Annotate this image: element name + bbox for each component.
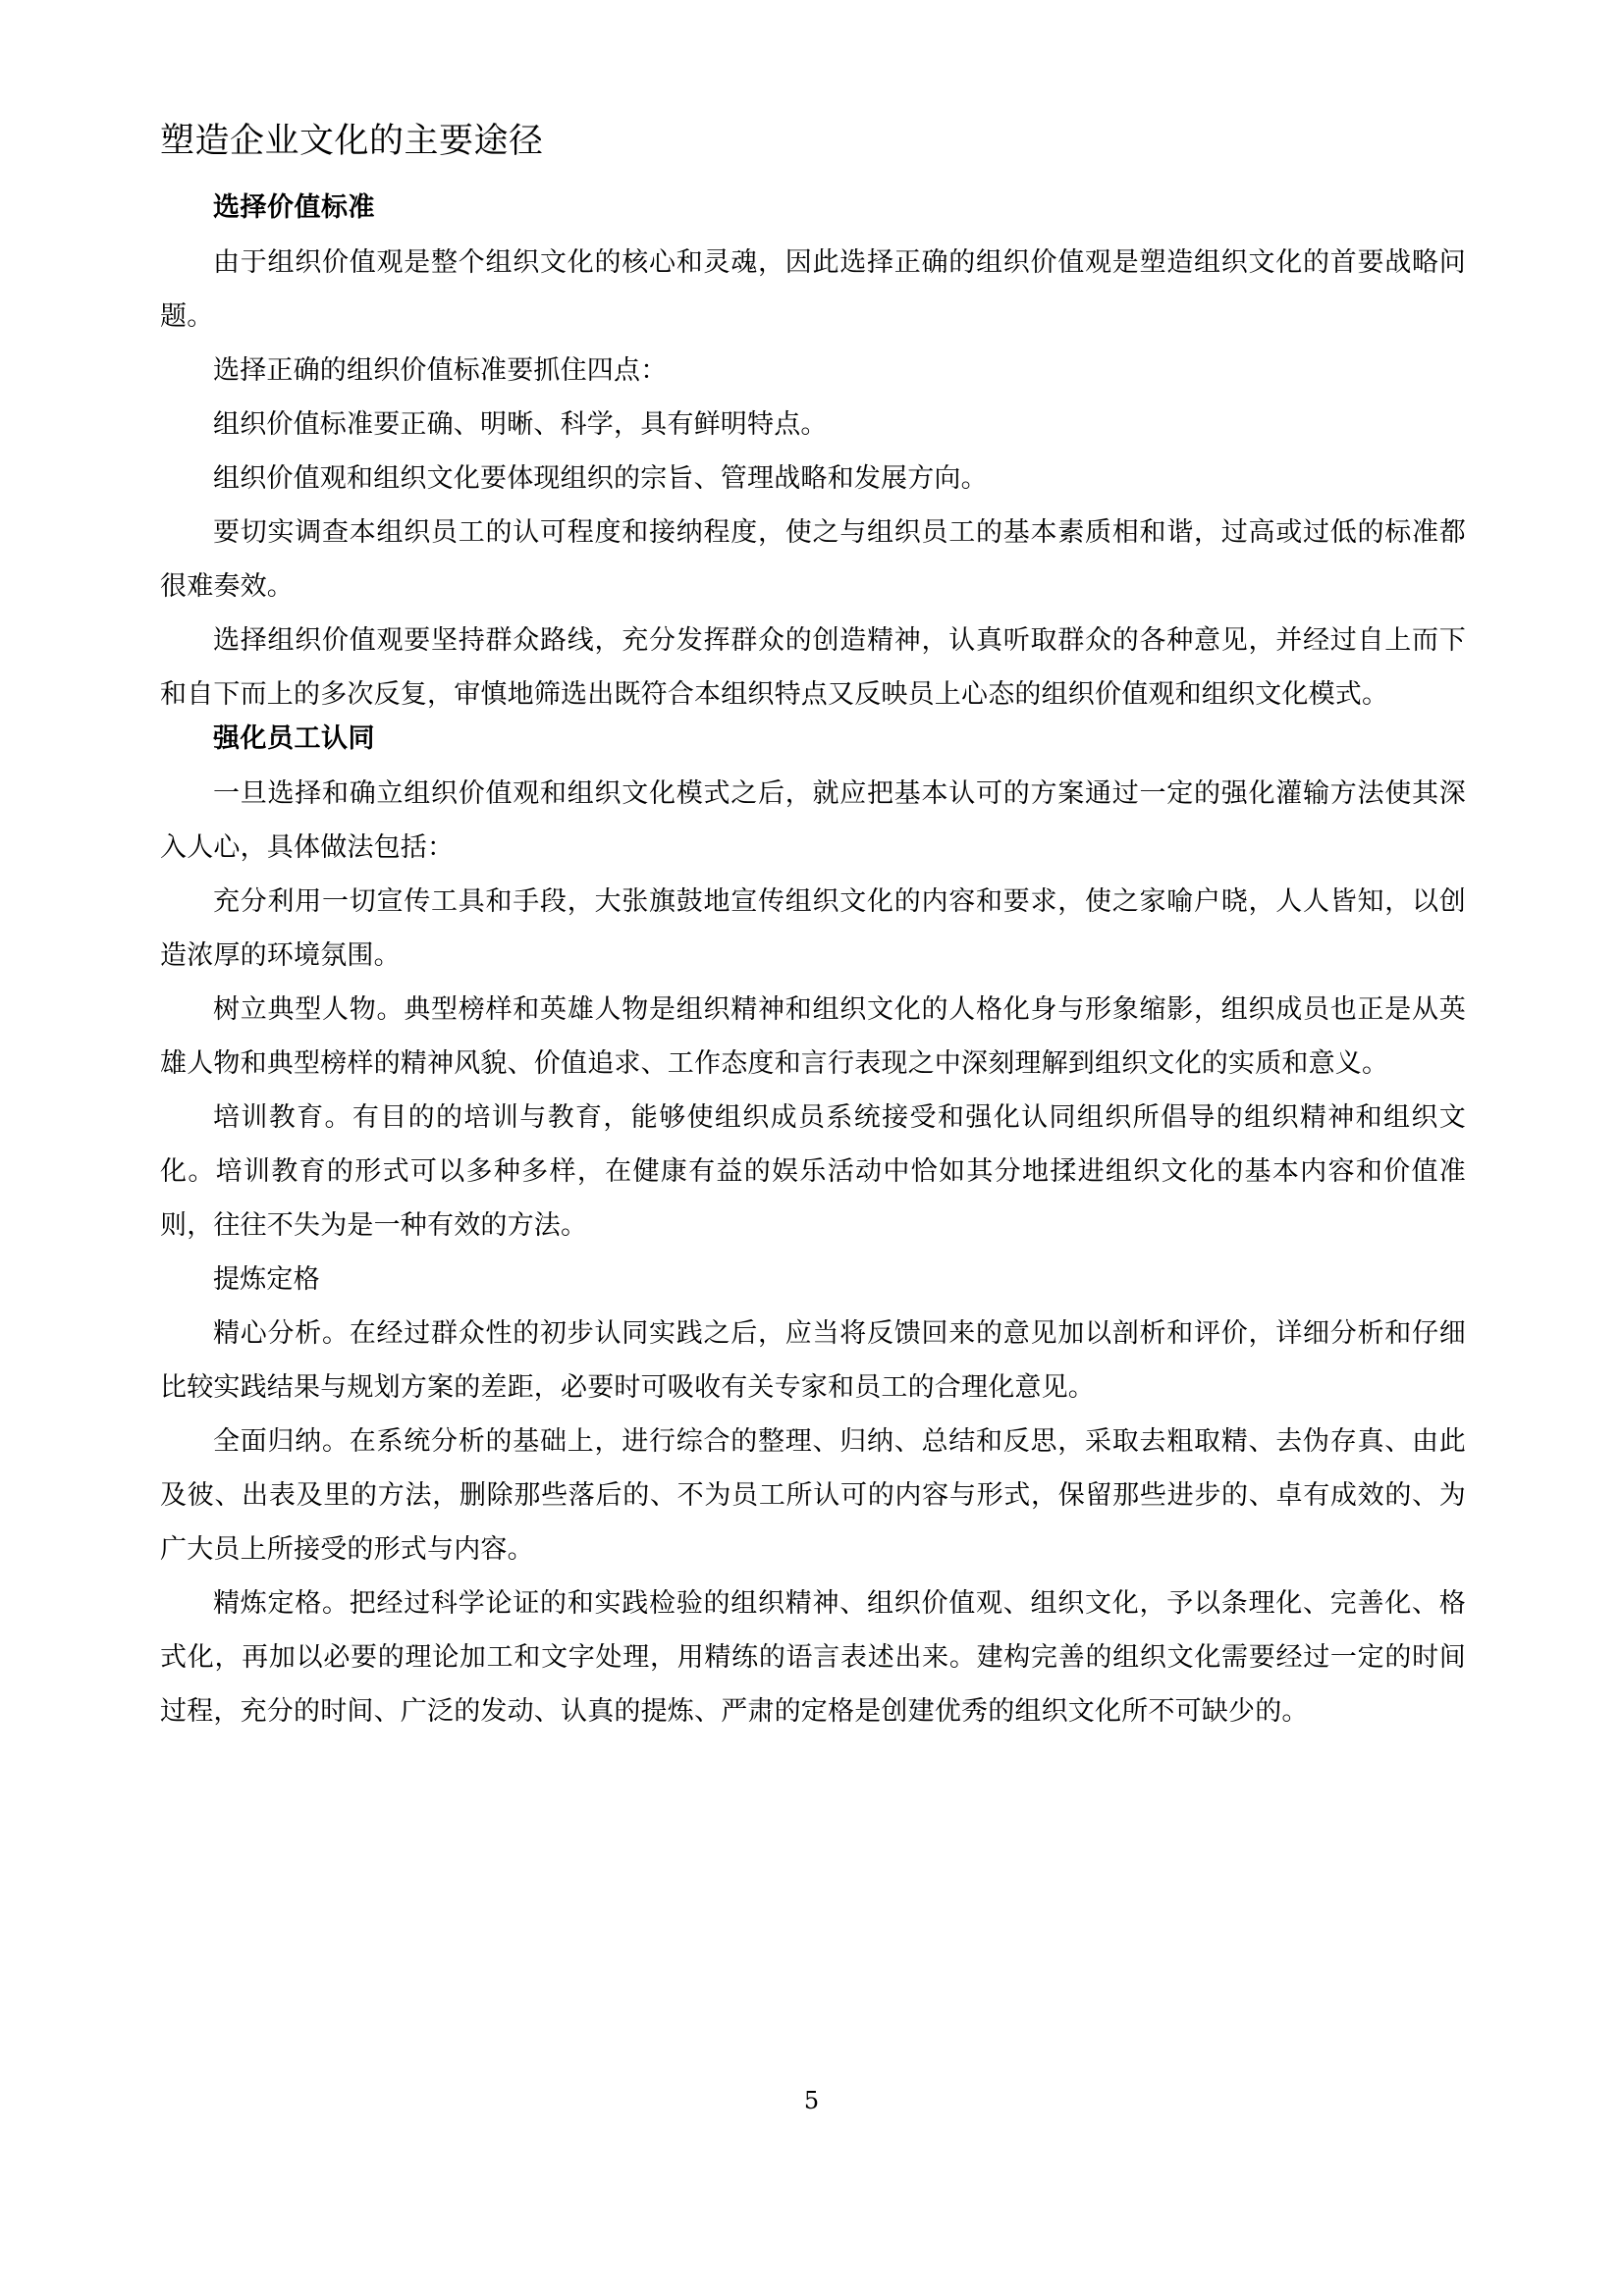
page-content xyxy=(160,120,1466,1738)
paragraph: 选择组织价值观要坚持群众路线，充分发挥群众的创造精神，认真听取群众的各种意见，并经过自上而下和自下而上的多次反复，审慎地筛选出既符合本组织特点又反映员上心态的组织价值观和组织文化模式。 xyxy=(160,624,1466,710)
paragraph: 由于组织价值观是整个组织文化的核心和灵魂，因此选择正确的组织价值观是塑造组织文化的首要战略问题。 xyxy=(160,246,1466,332)
paragraph: 提炼定格 xyxy=(213,1264,320,1296)
paragraph: 一旦选择和确立组织价值观和组织文化模式之后，就应把基本认可的方案通过一定的强化灌输方法使其深入人心，具体做法包括： xyxy=(160,778,1466,864)
paragraph: 树立典型人物。典型榜样和英雄人物是组织精神和组织文化的人格化身与形象缩影，组织成员也正是从英雄人物和典型榜样的精神风貌、价值追求、工作态度和言行表现之中深刻理解到组织文化的实质和意义。 xyxy=(160,994,1466,1080)
paragraph: 选择正确的组织价值标准要抓住四点： xyxy=(213,354,668,386)
paragraph: 培训教育。有目的的培训与教育，能够使组织成员系统接受和强化认同组织所倡导的组织精神和组织文化。培训教育的形式可以多种多样，在健康有益的娱乐活动中恰如其分地揉进组织文化的基本内容和价值准则，往往不失为是一种有效的方法。 xyxy=(160,1102,1466,1242)
section-heading-strengthen-employee-identity: 强化员工认同 xyxy=(213,722,375,754)
paragraph: 组织价值观和组织文化要体现组织的宗旨、管理战略和发展方向。 xyxy=(213,462,988,494)
paragraph: 精炼定格。把经过科学论证的和实践检验的组织精神、组织价值观、组织文化，予以条理化、完善化、格式化，再加以必要的理论加工和文字处理，用精练的语言表述出来。建构完善的组织文化需要经过一定的时间过程，充分的时间、广泛的发动、认真的提炼、严肃的定格是创建优秀的组织文化所不可缺少的。 xyxy=(160,1588,1466,1728)
page-number: 5 xyxy=(803,2087,820,2114)
paragraph: 要切实调查本组织员工的认可程度和接纳程度，使之与组织员工的基本素质相和谐，过高或过低的标准都很难奏效。 xyxy=(160,516,1466,602)
page-title: 塑造企业文化的主要途径 xyxy=(160,122,544,161)
paragraph: 全面归纳。在系统分析的基础上，进行综合的整理、归纳、总结和反思，采取去粗取精、去伪存真、由此及彼、出表及里的方法，删除那些落后的、不为员工所认可的内容与形式，保留那些进步的、卓有成效的、为广大员上所接受的形式与内容。 xyxy=(160,1426,1466,1566)
paragraph: 充分利用一切宣传工具和手段，大张旗鼓地宣传组织文化的内容和要求，使之家喻户晓，人人皆知，以创造浓厚的环境氛围。 xyxy=(160,886,1466,972)
paragraph: 精心分析。在经过群众性的初步认同实践之后，应当将反馈回来的意见加以剖析和评价，详细分析和仔细比较实践结果与规划方案的差距，必要时可吸收有关专家和员工的合理化意见。 xyxy=(160,1318,1466,1404)
section-heading-select-value-standard: 选择价值标准 xyxy=(213,191,375,223)
paragraph: 组织价值标准要正确、明晰、科学，具有鲜明特点。 xyxy=(213,408,828,440)
